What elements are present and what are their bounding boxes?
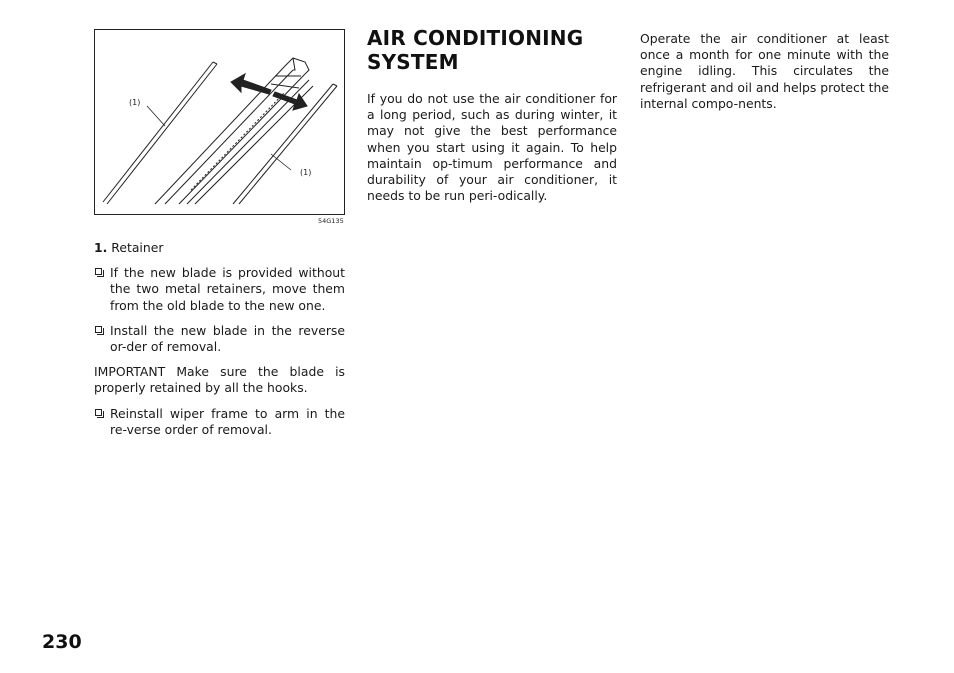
- middle-column-paragraph: If you do not use the air conditioner for a long period, such as during winter, it may not give the best performance when you start using it again. To help maintain op-timum performance and durability of your air conditioner, it needs to be run peri-odically.: [367, 91, 617, 204]
- wiper-blade-drawing: [95, 30, 344, 214]
- instruction-text: Reinstall wiper frame to arm in the re-verse order of removal.: [110, 405, 345, 437]
- left-column: [94, 240, 345, 447]
- retainer-label-bottom: (1): [300, 168, 312, 177]
- instruction-text: Install the new blade in the reverse or-der of removal.: [110, 322, 345, 355]
- wiper-blade-illustration: [94, 29, 345, 215]
- section-heading: [367, 26, 627, 74]
- checkbox-bullet-icon: [95, 409, 102, 416]
- right-retainer-strip: [233, 84, 337, 204]
- page-number: 230: [42, 631, 82, 653]
- instruction-item: [94, 323, 345, 355]
- heading-line: AIR CONDITIONING: [367, 26, 584, 50]
- retainer-label-top: (1): [129, 98, 141, 107]
- instruction-item: [94, 406, 345, 438]
- figure-code: 54G135: [318, 217, 344, 225]
- instruction-text: If the new blade is provided without the two metal retainers, move them from the old blade to the new one.: [110, 265, 345, 313]
- legend-number: 1.: [94, 240, 108, 255]
- checkbox-bullet-icon: [95, 268, 102, 275]
- important-note: IMPORTANT Make sure the blade is properly retained by all the hooks.: [94, 364, 345, 396]
- legend-text: Retainer: [111, 240, 164, 255]
- figure-legend: [94, 240, 345, 256]
- checkbox-bullet-icon: [95, 326, 102, 333]
- heading-line: SYSTEM: [367, 50, 459, 74]
- instruction-item: [94, 265, 345, 314]
- right-column-paragraph: Operate the air conditioner at least once a month for one minute with the engine idling. This circulates the refrigerant and oil and helps protect the internal compo-nents.: [640, 31, 889, 111]
- removal-arrows: [231, 74, 307, 110]
